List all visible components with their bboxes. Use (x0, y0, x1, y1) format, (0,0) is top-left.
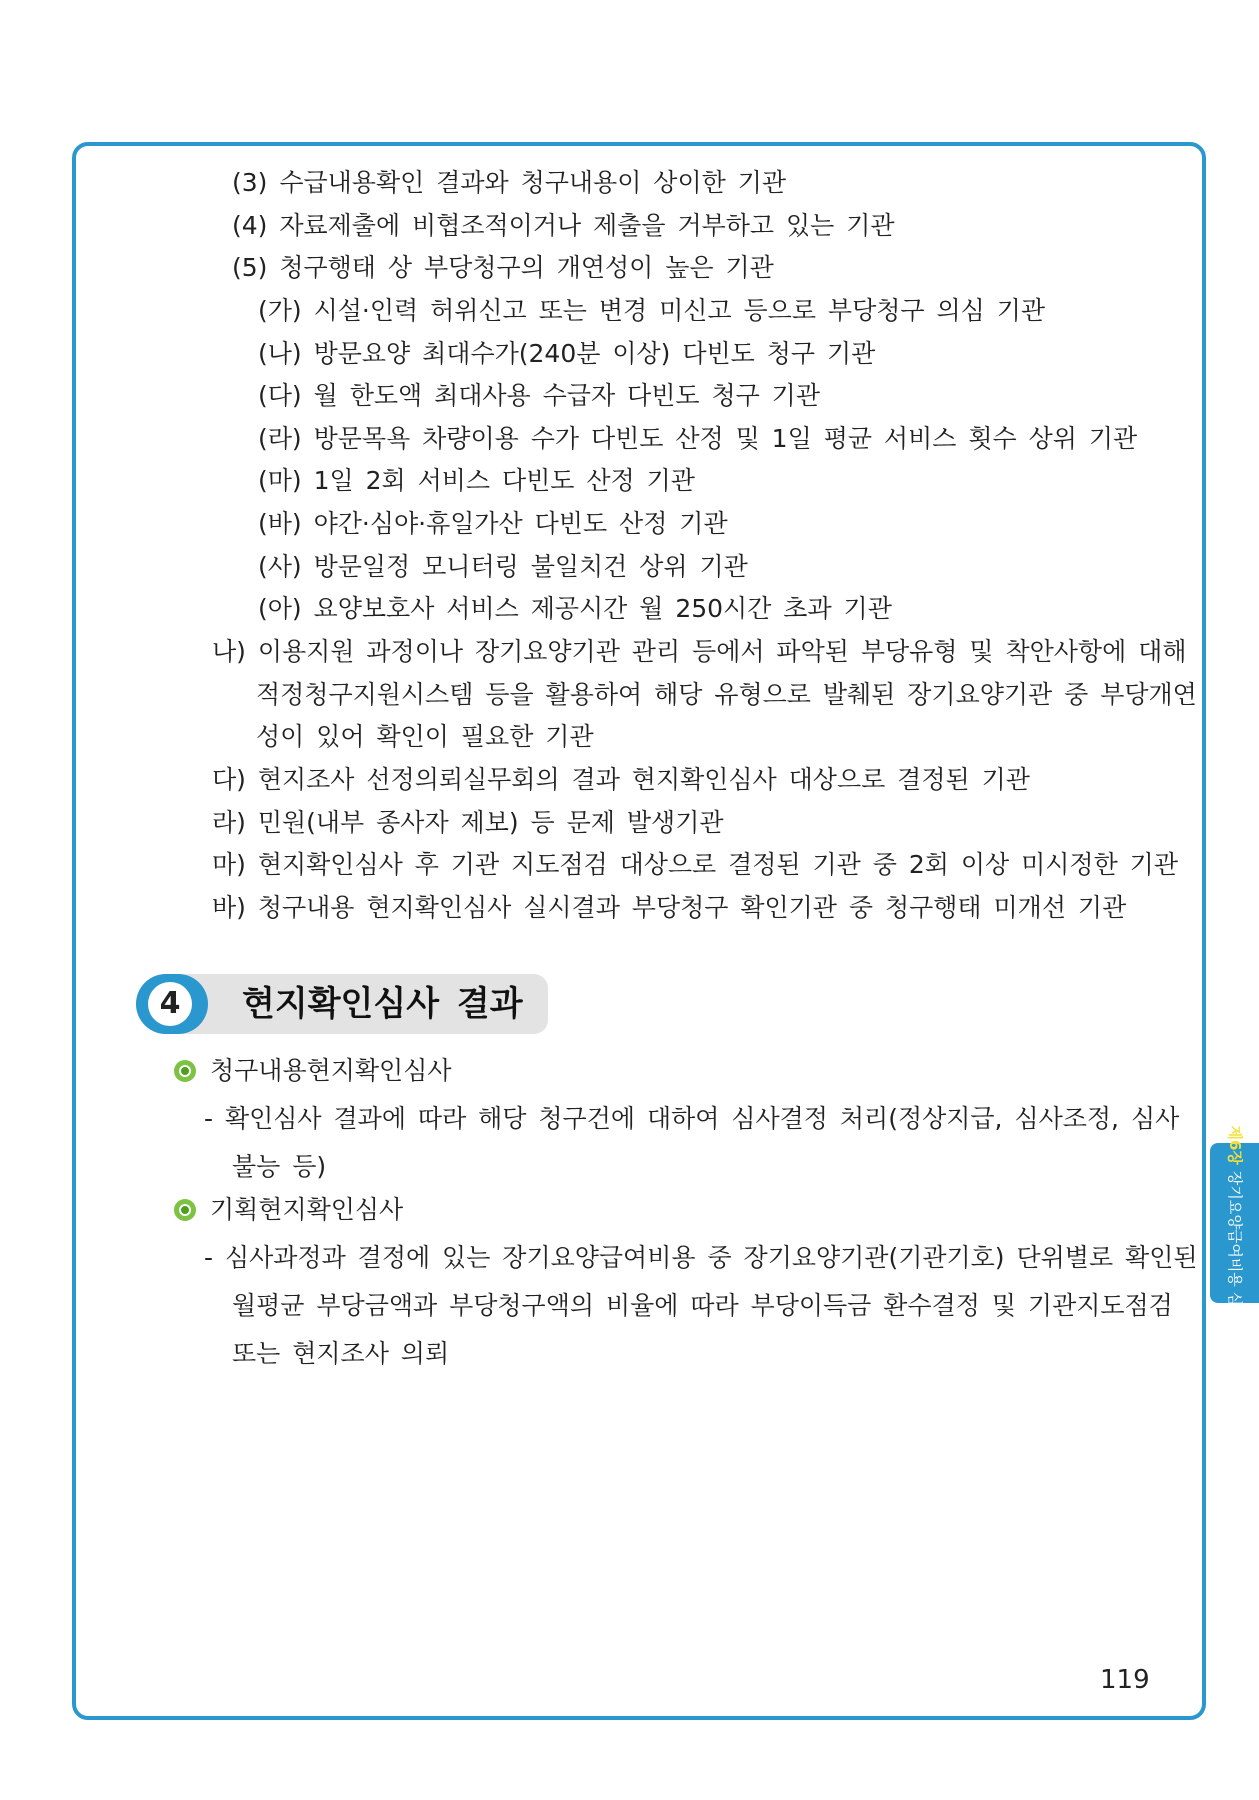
section-title: 현지확인심사 결과 (242, 984, 523, 1024)
section-number: 4 (148, 982, 192, 1026)
chapter-number: 제6장 (1225, 1125, 1244, 1165)
bullet-title-2: 기획현지확인심사 (210, 1195, 404, 1224)
list-item-ma: 마) 현지확인심사 후 기관 지도점검 대상으로 결정된 기관 중 2회 이상 미시정한 기관 (212, 850, 1178, 879)
list-item-5: (5) 청구행태 상 부당청구의 개연성이 높은 기관 (232, 253, 774, 282)
bullet-2-line-3: 또는 현지조사 의뢰 (232, 1339, 450, 1368)
sub-item-ma: (마) 1일 2회 서비스 다빈도 산정 기관 (258, 466, 695, 495)
bullet-title-1: 청구내용현지확인심사 (210, 1056, 452, 1085)
chapter-title: 장기요양급여비용 심사 (1225, 1170, 1244, 1321)
page-number: 119 (1100, 1665, 1150, 1695)
sub-item-da: (다) 월 한도액 최대사용 수급자 다빈도 청구 기관 (258, 381, 820, 410)
sub-item-sa: (사) 방문일정 모니터링 불일치건 상위 기관 (258, 552, 748, 581)
list-item-ra: 라) 민원(내부 종사자 제보) 등 문제 발생기관 (212, 808, 724, 837)
sub-item-a: (아) 요양보호사 서비스 제공시간 월 250시간 초과 기관 (258, 594, 892, 623)
sub-item-na: (나) 방문요양 최대수가(240분 이상) 다빈도 청구 기관 (258, 339, 876, 368)
bullet-2-line-2: 월평균 부당금액과 부당청구액의 비율에 따라 부당이득금 환수결정 및 기관지도점검 (232, 1291, 1173, 1320)
list-item-ba: 바) 청구내용 현지확인심사 실시결과 부당청구 확인기관 중 청구행태 미개선 기관 (212, 893, 1127, 922)
bullet-1-line-2: 불능 등) (232, 1152, 327, 1181)
list-item-na-cont2: 성이 있어 확인이 필요한 기관 (256, 722, 594, 751)
chapter-side-tab[interactable] (1210, 1125, 1259, 1321)
list-item-na: 나) 이용지원 과정이나 장기요양기관 관리 등에서 파악된 부당유형 및 착안사항에 대해 (212, 637, 1187, 666)
bullet-icon (174, 1199, 196, 1221)
bullet-2-line-1: - 심사과정과 결정에 있는 장기요양급여비용 중 장기요양기관(기관기호) 단위별로 확인된 (204, 1243, 1198, 1272)
section-number-badge (136, 974, 208, 1034)
sub-item-ga: (가) 시설·인력 허위신고 또는 변경 미신고 등으로 부당청구 의심 기관 (258, 296, 1046, 325)
chapter-tab-text (1226, 1125, 1244, 1320)
bullet-icon (174, 1060, 196, 1082)
list-item-da: 다) 현지조사 선정의뢰실무회의 결과 현지확인심사 대상으로 결정된 기관 (212, 765, 1030, 794)
bullet-1-line-1: - 확인심사 결과에 따라 해당 청구건에 대하여 심사결정 처리(정상지급, 심사조정, 심사 (204, 1104, 1180, 1133)
list-item-na-cont1: 적정청구지원시스템 등을 활용하여 해당 유형으로 발췌된 장기요양기관 중 부당개연 (256, 680, 1197, 709)
sub-item-ra: (라) 방문목욕 차량이용 수가 다빈도 산정 및 1일 평균 서비스 횟수 상위 기관 (258, 424, 1138, 453)
sub-item-ba: (바) 야간·심야·휴일가산 다빈도 산정 기관 (258, 509, 728, 538)
list-item-4: (4) 자료제출에 비협조적이거나 제출을 거부하고 있는 기관 (232, 211, 895, 240)
list-item-3: (3) 수급내용확인 결과와 청구내용이 상이한 기관 (232, 168, 786, 197)
section-header (136, 974, 548, 1034)
